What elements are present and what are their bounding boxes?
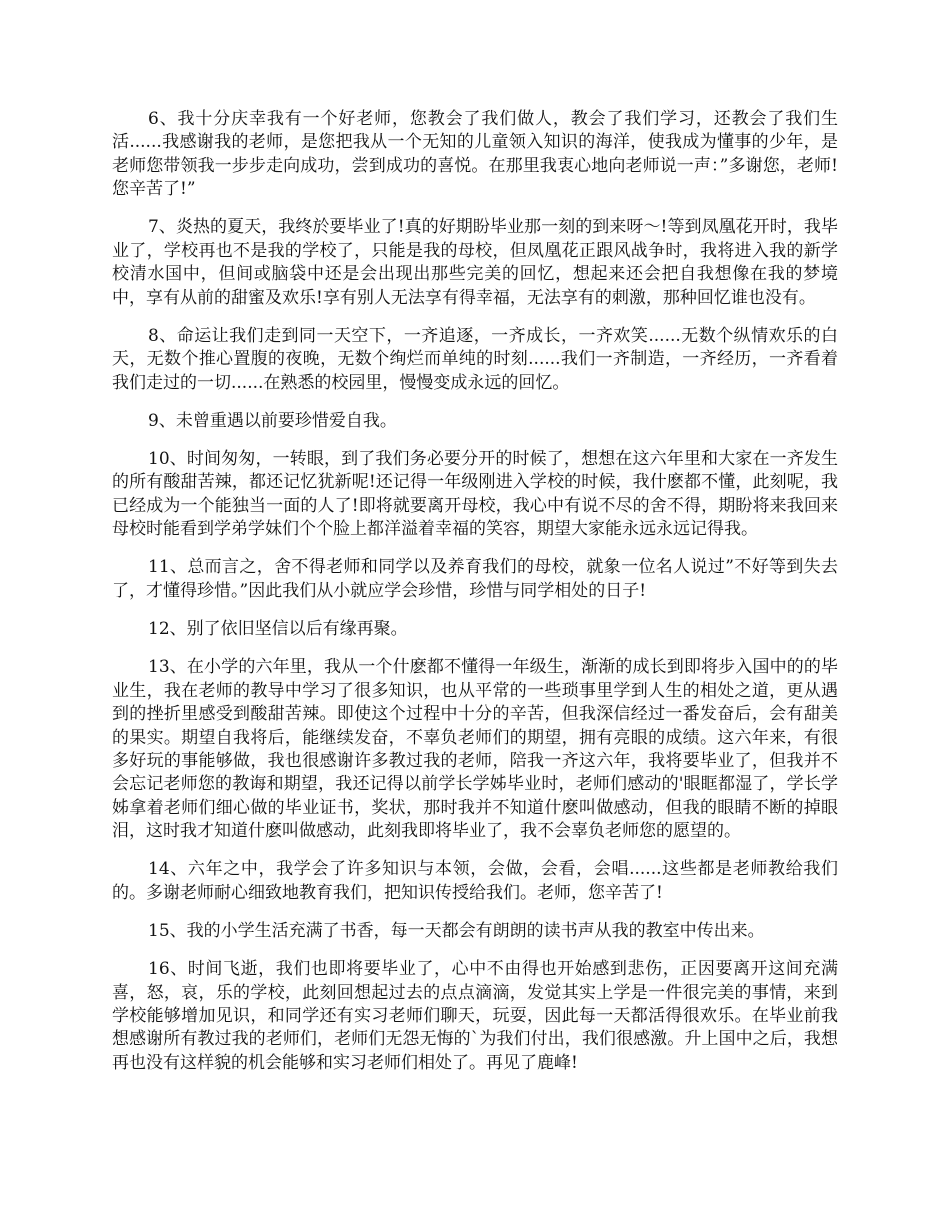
- paragraph-11: 11、总而言之，舍不得老师和同学以及养育我们的母校，就象一位名人说过”不好等到失去了，才懂得珍惜。”因此我们从小就应学会珍惜，珍惜与同学相处的日子!: [112, 557, 838, 601]
- paragraph-10: 10、时间匆匆，一转眼，到了我们务必要分开的时候了，想想在这六年里和大家在一齐发生的所有酸甜苦辣，都还记忆犹新呢!还记得一年级刚进入学校的时候，我什麽都不懂，此刻呢，我已经成为一个能独当一面的人了!即将就要离开母校，我心中有说不尽的舍不得，期盼将来我回来母校时能看到学弟学妹们个个脸上都洋溢着幸福的笑容，期望大家能永远永远记得我。: [112, 449, 838, 540]
- paragraph-13: 13、在小学的六年里，我从一个什麽都不懂得一年级生，渐渐的成长到即将步入国中的的毕业生，我在老师的教导中学习了很多知识，也从平常的一些琐事里学到人生的相处之道，更从遇到的挫折里感受到酸甜苦辣。即使这个过程中十分的辛苦，但我深信经过一番发奋后，会有甜美的果实。期望自我将后，能继续发奋，不辜负老师们的期望，拥有亮眼的成绩。这六年来，有很多好玩的事能够做，我也很感谢许多教过我的老师，陪我一齐这六年，我将要毕业了，但我并不会忘记老师您的教诲和期望，我还记得以前学长学姊毕业时，老师们感动的'眼眶都湿了，学长学姊拿着老师们细心做的毕业证书，奖状，那时我并不知道什麽叫做感动，但我的眼睛不断的掉眼泪，这时我才知道什麽叫做感动，此刻我即将毕业了，我不会辜负老师您的愿望的。: [112, 657, 838, 842]
- paragraph-15: 15、我的小学生活充满了书香，每一天都会有朗朗的读书声从我的教室中传出来。: [148, 920, 765, 941]
- paragraph-6: 6、我十分庆幸我有一个好老师，您教会了我们做人，教会了我们学习，还教会了我们生活......我感谢我的老师，是您把我从一个无知的儿童领入知识的海洋，使我成为懂事的少年，是老师您带领我一步步走向成功，尝到成功的喜悦。在那里我衷心地向老师说一声：”多谢您，老师!您辛苦了!”: [112, 109, 838, 200]
- paragraph-14: 14、六年之中，我学会了许多知识与本领，会做，会看，会唱......这些都是老师教给我们的。多谢老师耐心细致地教育我们，把知识传授给我们。老师，您辛苦了!: [112, 859, 838, 903]
- paragraph-7: 7、炎热的夏天，我终於要毕业了!真的好期盼毕业那一刻的到来呀～!等到凤凰花开时，我毕业了，学校再也不是我的学校了，只能是我的母校，但凤凰花正跟风战争时，我将进入我的新学校清水国中，但间或脑袋中还是会出现出那些完美的回忆，想起来还会把自我想像在我的梦境中，享有从前的甜蜜及欢乐!享有别人无法享有得幸福，无法享有的刺激，那种回忆谁也没有。: [112, 217, 838, 308]
- paragraph-12: 12、别了依旧坚信以后有缘再聚。: [148, 619, 408, 640]
- paragraph-8: 8、命运让我们走到同一天空下，一齐追逐，一齐成长，一齐欢笑......无数个纵情欢乐的白天，无数个推心置腹的夜晚，无数个绚烂而单纯的时刻......我们一齐制造，一齐经历，一齐看着我们走过的一切......在熟悉的校园里，慢慢变成永远的回忆。: [112, 325, 838, 393]
- paragraph-16: 16、时间飞逝，我们也即将要毕业了，心中不由得也开始感到悲伤，正因要离开这间充满喜，怒，哀，乐的学校，此刻回想起过去的点点滴滴，发觉其实上学是一件很完美的事情，来到学校能够增加见识，和同学还有实习老师们聊天，玩耍，因此每一天都活得很欢乐。在毕业前我想感谢所有教过我的老师们，老师们无怨无悔的`为我们付出，我们很感激。升上国中之后，我想再也没有这样貌的机会能够和实习老师们相处了。再见了鹿峰!: [112, 959, 838, 1073]
- paragraph-9: 9、未曾重遇以前要珍惜爱自我。: [148, 410, 397, 431]
- document-body: [112, 108, 838, 1090]
